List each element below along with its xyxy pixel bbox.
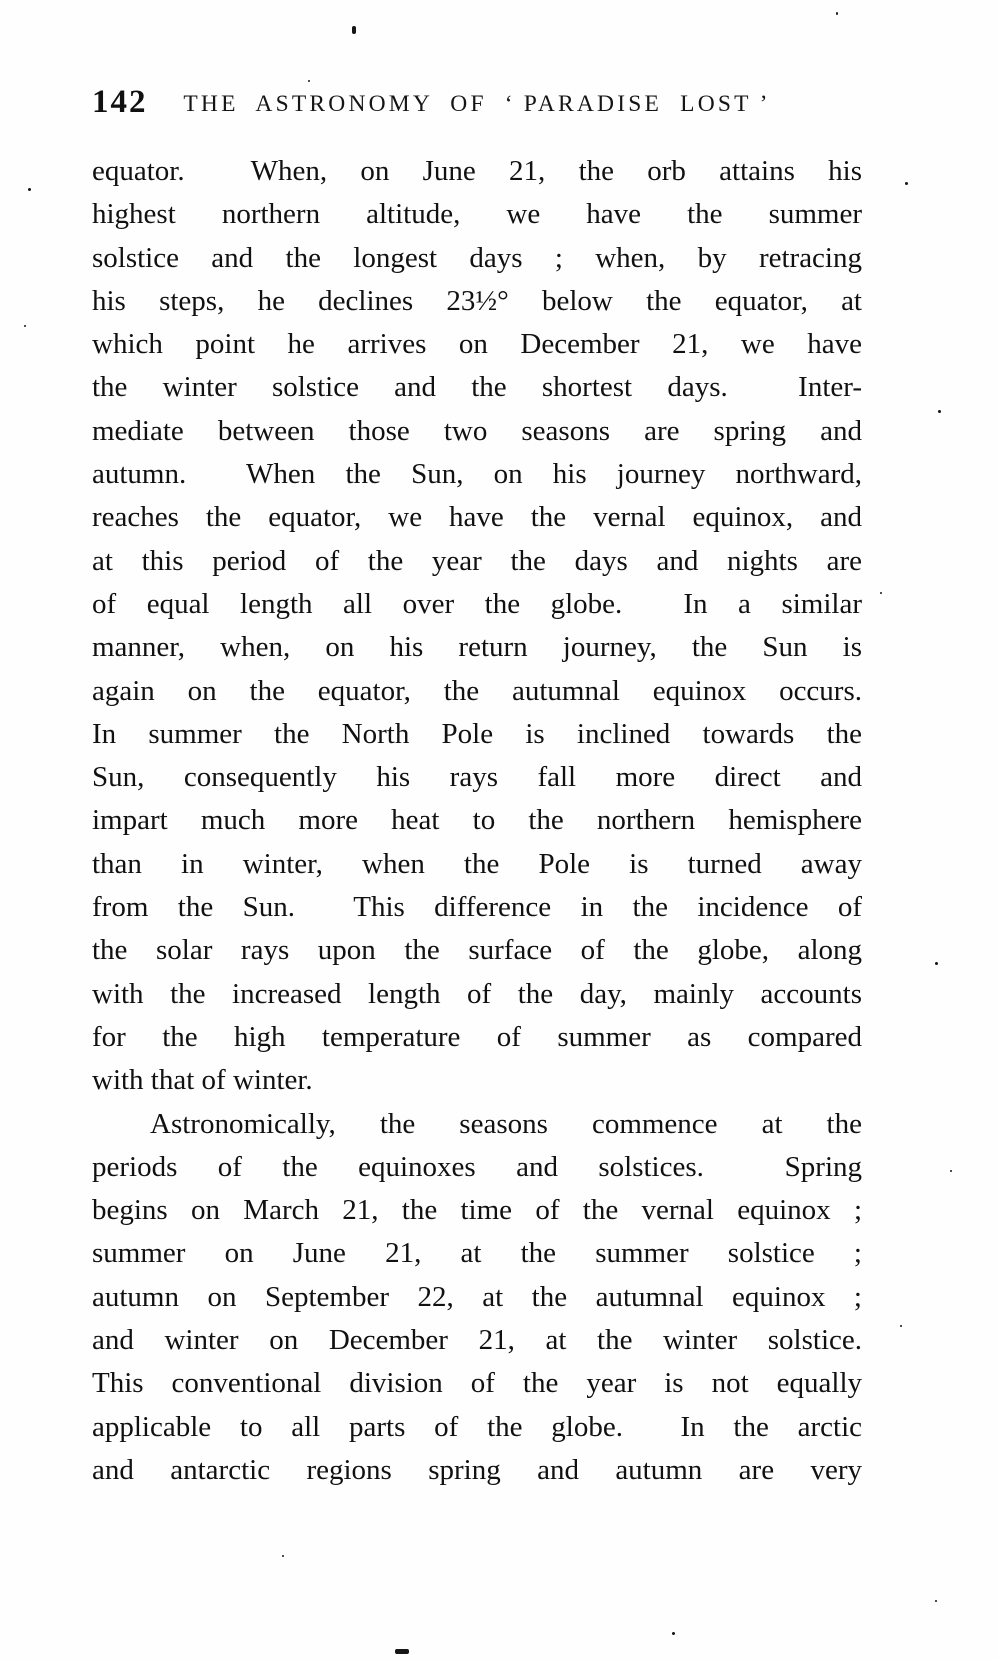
scan-speck <box>308 80 310 82</box>
text-line: equator. When, on June 21, the orb attains his <box>92 155 862 187</box>
text-line: Astronomically, the seasons commence at the <box>150 1107 862 1140</box>
scan-speck <box>905 182 908 185</box>
text-line: at this period of the year the days and nights are <box>92 544 862 577</box>
scan-speck <box>935 1600 937 1602</box>
text-line: and antarctic regions spring and autumn are very <box>92 1453 862 1486</box>
scan-speck <box>880 592 882 594</box>
text-line: impart much more heat to the northern hemisphere <box>92 804 862 837</box>
text-line: Sun, consequently his rays fall more direct and <box>92 761 862 794</box>
text-line: for the high temperature of summer as compared <box>92 1020 862 1053</box>
text-line: again on the equator, the autumnal equinox occurs. <box>92 674 862 707</box>
page-number: 142 <box>92 84 148 120</box>
text-line: from the Sun. This difference in the incidence of <box>92 891 862 924</box>
text-line: and winter on December 21, at the winter solstice. <box>92 1324 862 1357</box>
text-line: than in winter, when the Pole is turned away <box>92 847 862 880</box>
text-line: autumn on September 22, at the autumnal equinox ; <box>92 1280 862 1313</box>
scan-speck <box>28 188 31 191</box>
text-line: applicable to all parts of the globe. In the arctic <box>92 1410 862 1443</box>
running-title: THE ASTRONOMY OF ‘ PARADISE LOST ’ <box>183 91 771 117</box>
text-line: begins on March 21, the time of the vernal equinox ; <box>92 1194 862 1227</box>
scan-dash <box>395 1649 409 1654</box>
text-line: manner, when, on his return journey, the Sun is <box>92 631 862 664</box>
text-line: autumn. When the Sun, on his journey northward, <box>92 458 862 491</box>
text-line: of equal length all over the globe. In a similar <box>92 587 862 620</box>
text-line: reaches the equator, we have the vernal equinox, and <box>92 501 862 534</box>
scan-speck <box>24 325 26 327</box>
text-line: which point he arrives on December 21, we have <box>92 328 862 361</box>
text-line: In summer the North Pole is inclined towards the <box>92 717 862 750</box>
text-line: with the increased length of the day, mainly accounts <box>92 977 862 1010</box>
scan-speck <box>672 1632 675 1635</box>
scan-speck <box>935 962 938 965</box>
scan-speck <box>938 410 941 413</box>
text-line: summer on June 21, at the summer solstice ; <box>92 1237 862 1270</box>
text-line: the winter solstice and the shortest days. Inter- <box>92 371 862 404</box>
running-head <box>92 84 862 124</box>
text-line: mediate between those two seasons are spring and <box>92 414 862 447</box>
text-line: periods of the equinoxes and solstices. Spring <box>92 1150 862 1183</box>
text-line: solstice and the longest days ; when, by retracing <box>92 241 862 274</box>
text-line: with that of winter. <box>92 1064 313 1097</box>
page-text <box>92 150 862 1492</box>
scan-speck <box>950 1170 952 1172</box>
scan-speck <box>836 12 838 15</box>
text-line: his steps, he declines 23½° below the equator, at <box>92 284 862 317</box>
text-line: highest northern altitude, we have the summer <box>92 198 862 231</box>
scan-speck <box>900 1325 902 1327</box>
text-line: the solar rays upon the surface of the globe, along <box>92 934 862 967</box>
scan-speck <box>282 1555 284 1557</box>
scan-speck <box>352 26 356 34</box>
text-line: This conventional division of the year is not equally <box>92 1367 862 1400</box>
